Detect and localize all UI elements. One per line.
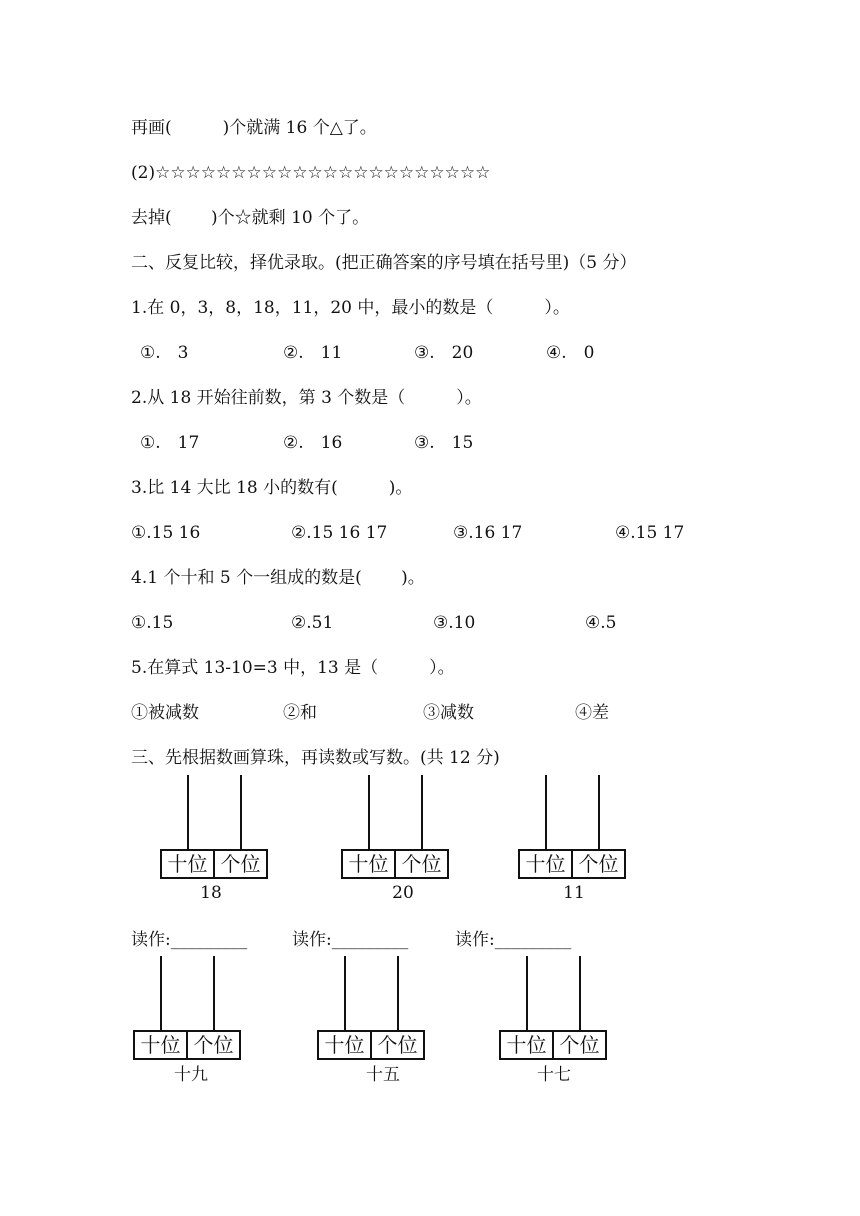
read-as-blank[interactable]: 读作:_________ [131, 930, 248, 950]
q3-option-1: ①.15 16 [131, 523, 201, 543]
abacus-number: 20 [392, 883, 414, 903]
q2-option-3: ③. 15 [414, 433, 474, 453]
q2-option-1: ①. 17 [140, 433, 200, 453]
q4-option-1: ①.15 [131, 613, 174, 633]
tens-rod [344, 956, 346, 1032]
q5-option-1: ①被减数 [131, 703, 199, 723]
section-2-heading: 二、反复比较，择优录取。(把正确答案的序号填在括号里)（5 分） [131, 253, 637, 273]
q1-option-1: ①. 3 [140, 343, 189, 363]
ones-rod [240, 775, 242, 851]
question-4: 4.1 个十和 5 个一组成的数是( )。 [131, 568, 425, 588]
place-value-box [160, 849, 268, 879]
tens-label: 十位 [506, 1033, 547, 1057]
q4-option-2: ②.51 [291, 613, 334, 633]
q2-option-2: ②. 16 [283, 433, 343, 453]
tens-label: 十位 [348, 852, 389, 876]
ones-label: 个位 [370, 1032, 423, 1058]
tens-rod [160, 956, 162, 1032]
q5-option-3: ③减数 [423, 703, 474, 723]
stars-row: (2)☆☆☆☆☆☆☆☆☆☆☆☆☆☆☆☆☆☆☆☆☆☆ [131, 163, 491, 183]
q5-option-2: ②和 [283, 703, 317, 723]
ones-rod [421, 775, 423, 851]
q3-option-2: ②.15 16 17 [291, 523, 388, 543]
place-value-box [133, 1030, 241, 1060]
q1-option-3: ③. 20 [414, 343, 474, 363]
fill-line-triangles: 再画( )个就满 16 个△了。 [131, 118, 377, 138]
abacus-diagram [518, 775, 626, 875]
q3-option-4: ④.15 17 [615, 523, 685, 543]
fill-line-stars: 去掉( )个☆就剩 10 个了。 [131, 208, 370, 228]
abacus-number: 十九 [174, 1065, 208, 1085]
q4-option-3: ③.10 [433, 613, 476, 633]
place-value-box [317, 1030, 425, 1060]
read-as-blank[interactable]: 读作:_________ [292, 930, 409, 950]
tens-label: 十位 [324, 1033, 365, 1057]
place-value-box [499, 1030, 607, 1060]
abacus-diagram [499, 956, 607, 1056]
read-as-blank[interactable]: 读作:_________ [455, 930, 572, 950]
abacus-number: 十五 [366, 1065, 400, 1085]
ones-rod [598, 775, 600, 851]
abacus-number: 十七 [537, 1065, 571, 1085]
abacus-diagram [341, 775, 449, 875]
q5-option-4: ④差 [575, 703, 609, 723]
ones-rod [397, 956, 399, 1032]
abacus-diagram [160, 775, 268, 875]
ones-label: 个位 [394, 851, 447, 877]
ones-label: 个位 [552, 1032, 605, 1058]
abacus-diagram [317, 956, 425, 1056]
ones-label: 个位 [571, 851, 624, 877]
tens-rod [526, 956, 528, 1032]
abacus-number: 11 [563, 883, 585, 903]
tens-label: 十位 [167, 852, 208, 876]
section-3-heading: 三、先根据数画算珠，再读数或写数。(共 12 分) [131, 748, 500, 768]
q4-option-4: ④.5 [585, 613, 617, 633]
ones-label: 个位 [213, 851, 266, 877]
place-value-box [341, 849, 449, 879]
abacus-diagram [133, 956, 241, 1056]
place-value-box [518, 849, 626, 879]
question-1: 1.在 0，3，8，18，11，20 中，最小的数是（ ）。 [131, 298, 570, 318]
tens-label: 十位 [525, 852, 566, 876]
q1-option-4: ④. 0 [546, 343, 595, 363]
abacus-number: 18 [200, 883, 222, 903]
tens-rod [545, 775, 547, 851]
question-2: 2.从 18 开始往前数，第 3 个数是（ ）。 [131, 388, 482, 408]
tens-rod [187, 775, 189, 851]
tens-label: 十位 [140, 1033, 181, 1057]
ones-rod [213, 956, 215, 1032]
ones-rod [579, 956, 581, 1032]
tens-rod [368, 775, 370, 851]
ones-label: 个位 [186, 1032, 239, 1058]
question-5: 5.在算式 13-10=3 中，13 是（ ）。 [131, 658, 455, 678]
question-3: 3.比 14 大比 18 小的数有( )。 [131, 478, 413, 498]
q1-option-2: ②. 11 [283, 343, 343, 363]
q3-option-3: ③.16 17 [453, 523, 523, 543]
